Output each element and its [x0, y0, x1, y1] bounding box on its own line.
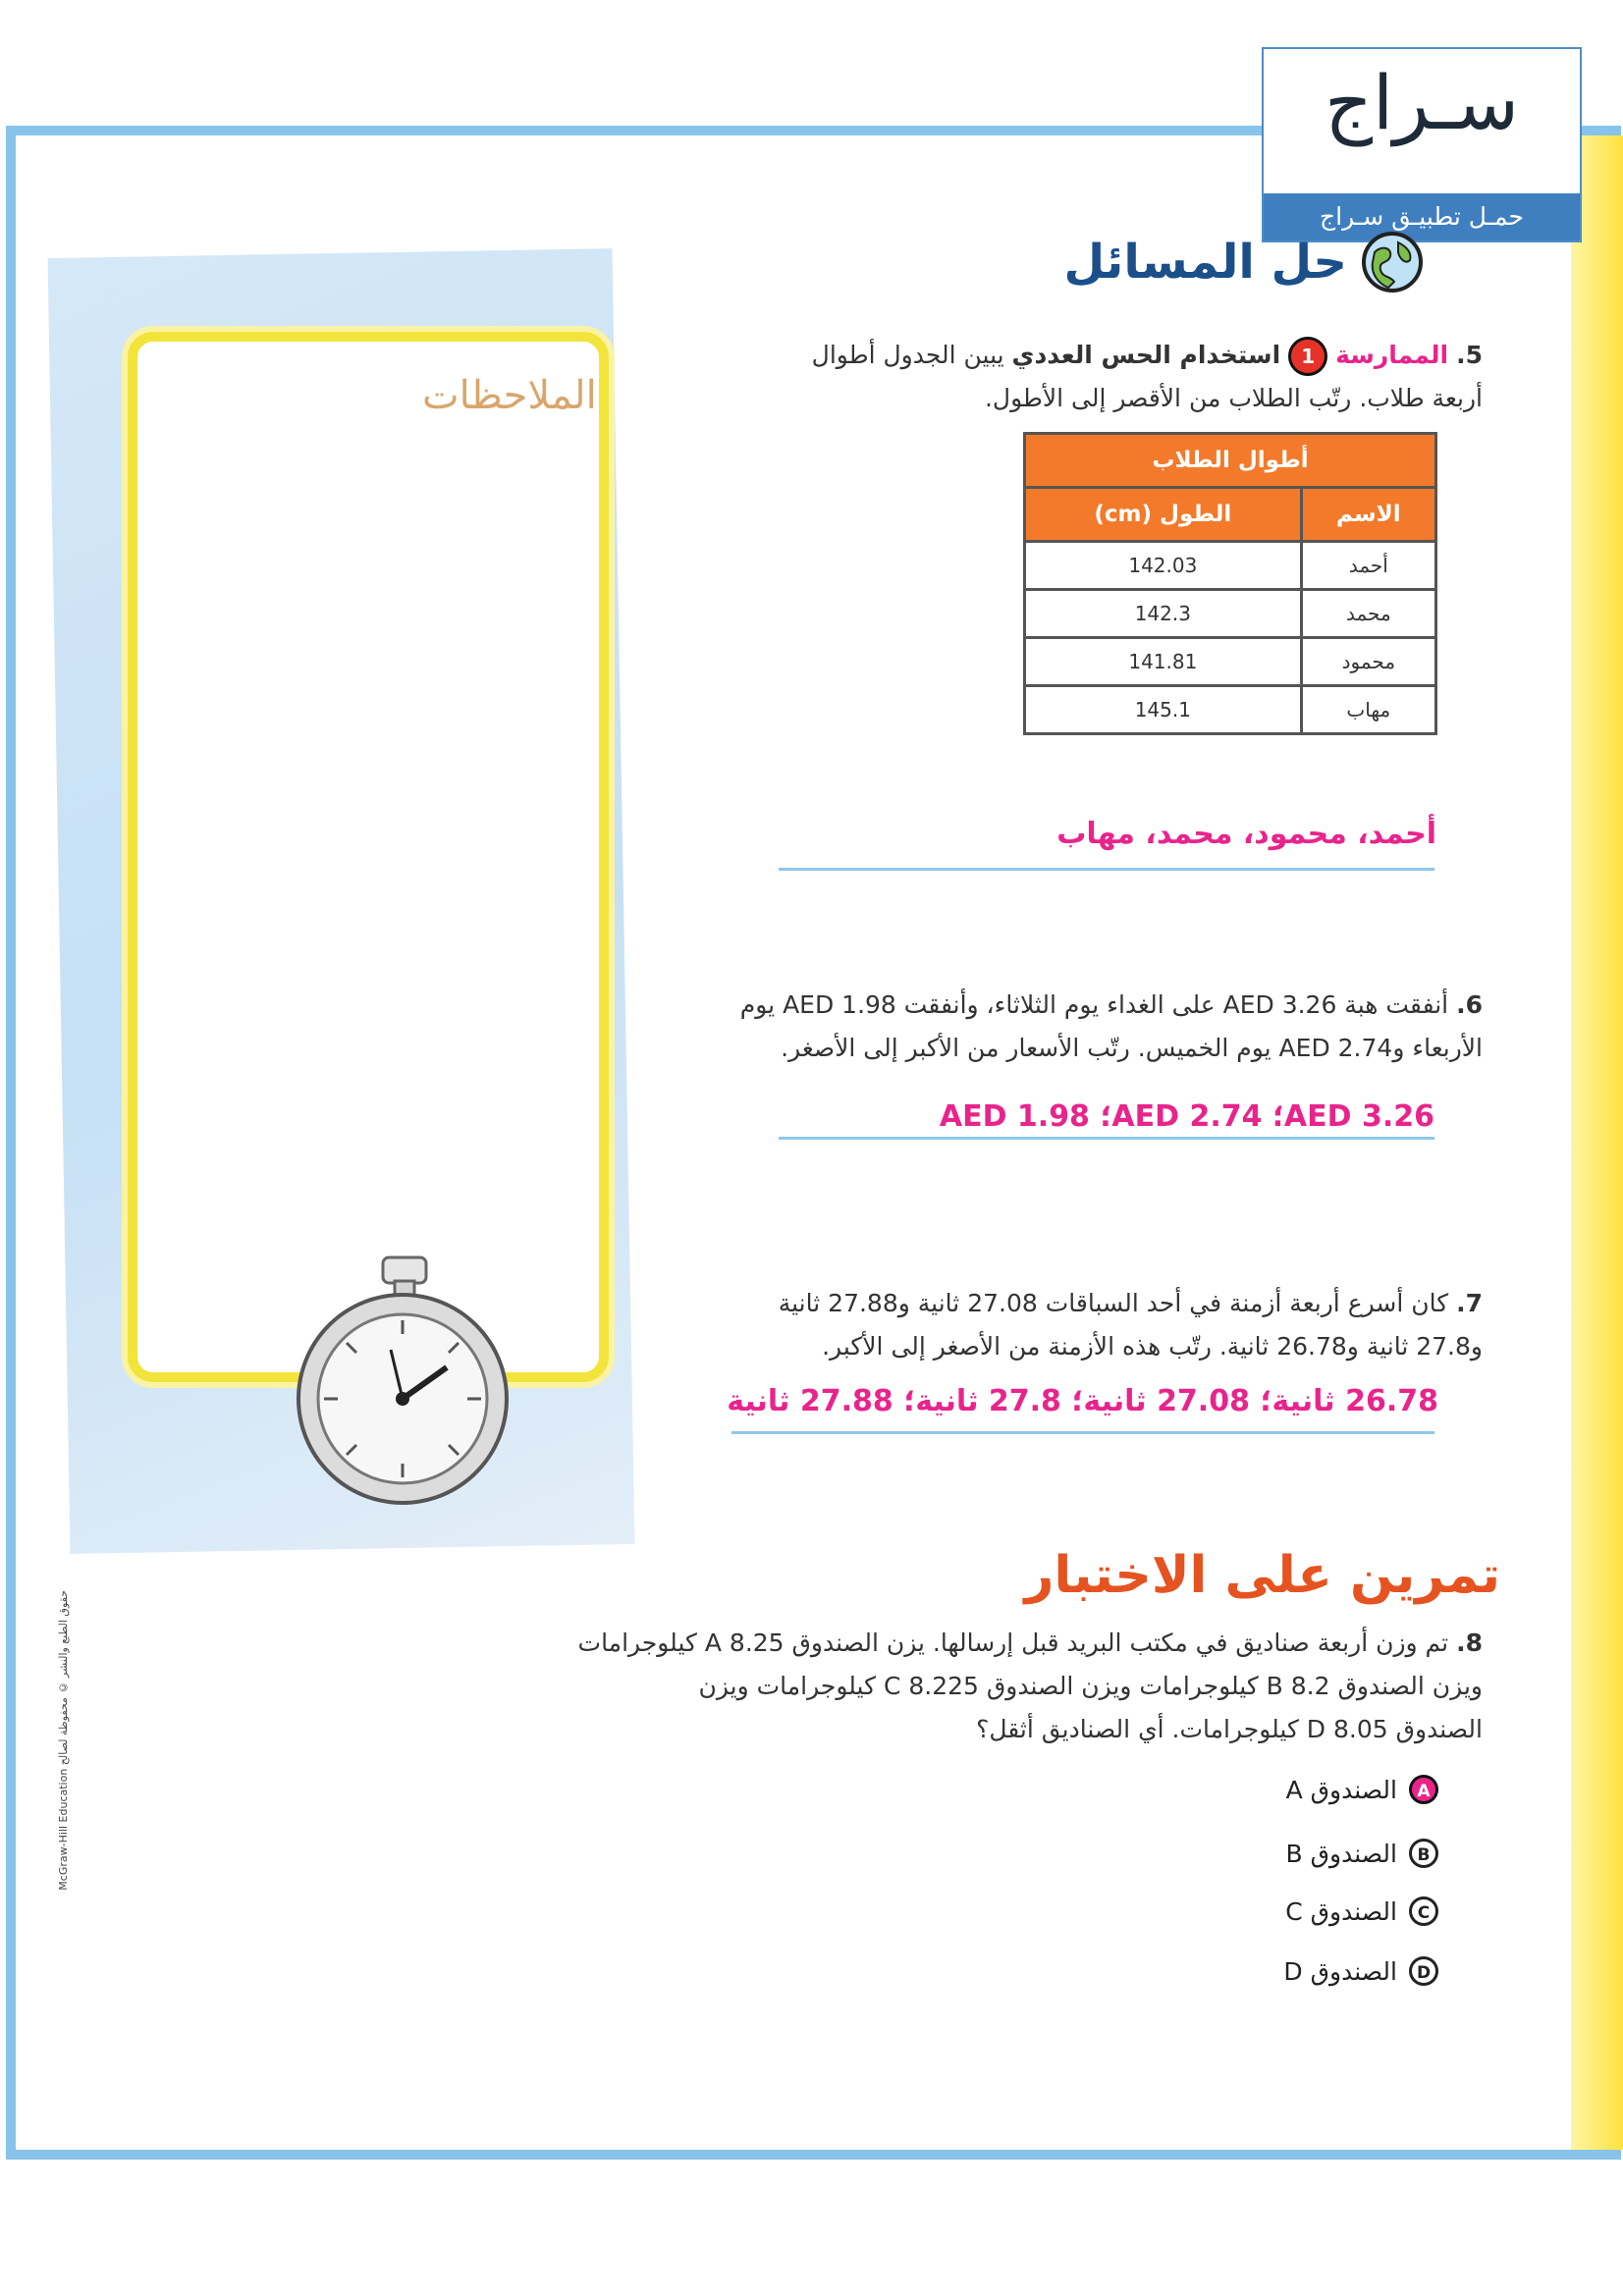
answer-6: AED 3.26؛ AED 2.74؛ AED 1.98	[939, 1099, 1434, 1134]
table-row	[1025, 590, 1436, 638]
question-number: 5.	[1456, 341, 1483, 369]
cell-height: 142.03	[1025, 542, 1302, 590]
question-number: 8.	[1456, 1629, 1483, 1657]
cell-name: أحمد	[1301, 542, 1435, 590]
logo-tagline: حمـل تطبيـق سـراج	[1264, 193, 1580, 240]
option-a[interactable]	[1286, 1775, 1438, 1804]
question-8-line-2: ويزن الصندوق B 8.2 كيلوجرامات ويزن الصندوق C 8.225 كيلوجرامات ويزن	[698, 1672, 1483, 1700]
column-header-name: الاسم	[1301, 488, 1435, 542]
cell-name: محمد	[1301, 590, 1435, 638]
table-row	[1025, 542, 1436, 590]
option-label: الصندوق D	[1283, 1956, 1397, 1986]
option-b[interactable]	[1286, 1839, 1438, 1868]
option-bubble[interactable]: D	[1409, 1956, 1438, 1986]
answer-7: 26.78 ثانية؛ 27.08 ثانية؛ 27.8 ثانية؛ 27.88 ثانية	[727, 1384, 1438, 1418]
question-8	[403, 1622, 1483, 1751]
option-c[interactable]	[1285, 1896, 1438, 1926]
table-row	[1025, 638, 1436, 686]
answer-line	[779, 1137, 1434, 1140]
globe-icon	[1361, 231, 1424, 294]
question-number: 6.	[1456, 990, 1483, 1019]
answer-5: أحمد، محمود، محمد، مهاب	[1056, 817, 1436, 851]
skill-label: استخدام الحس العددي	[1011, 341, 1281, 369]
option-label: الصندوق B	[1285, 1839, 1397, 1868]
column-header-height: الطول (cm)	[1025, 488, 1302, 542]
question-8-line-1	[403, 1622, 1483, 1665]
option-label: الصندوق A	[1285, 1775, 1397, 1804]
table-title: أطوال الطلاب	[1025, 434, 1436, 488]
page-frame-bottom	[6, 2150, 1621, 2160]
cell-name: مهاب	[1301, 686, 1435, 734]
question-number: 7.	[1456, 1289, 1483, 1317]
option-bubble[interactable]: A	[1409, 1775, 1438, 1804]
question-7	[658, 1282, 1483, 1368]
section-heading	[1063, 231, 1424, 294]
siraj-logo	[1262, 47, 1582, 242]
test-practice-title: تمرين على الاختبار	[1024, 1546, 1500, 1605]
cell-height: 142.3	[1025, 590, 1302, 638]
question-text: يبين الجدول أطوال	[811, 341, 1004, 369]
question-text: أنفقت هبة AED 3.26 على الغداء يوم الثلاثاء، وأنفقت AED 1.98 يوم	[739, 990, 1449, 1019]
notes-label: الملاحظات	[422, 373, 597, 418]
option-bubble[interactable]: C	[1409, 1896, 1438, 1926]
question-7-line-1	[658, 1282, 1483, 1325]
question-text: تم وزن أربعة صناديق في مكتب البريد قبل إرسالها. يزن الصندوق A 8.25 كيلوجرامات	[577, 1629, 1449, 1657]
heights-table	[1023, 432, 1437, 735]
logo-title: سـراج	[1324, 59, 1520, 146]
question-6-line-1	[658, 984, 1483, 1027]
answer-line	[731, 1431, 1434, 1434]
notes-pad	[128, 332, 609, 1382]
question-text: كان أسرع أربعة أزمنة في أحد السباقات 27.08 ثانية و27.88 ثانية	[778, 1289, 1449, 1317]
page-frame-left	[6, 126, 16, 2160]
question-5-line-1	[776, 334, 1483, 377]
stopwatch-icon	[285, 1252, 520, 1517]
cell-height: 141.81	[1025, 638, 1302, 686]
question-6	[658, 984, 1483, 1070]
cell-height: 145.1	[1025, 686, 1302, 734]
question-5-line-2: أربعة طلاب. رتّب الطلاب من الأقصر إلى الأطول.	[984, 384, 1483, 412]
option-label: الصندوق C	[1285, 1896, 1397, 1926]
practice-label: الممارسة	[1335, 341, 1449, 369]
cell-name: محمود	[1301, 638, 1435, 686]
question-6-line-2: الأربعاء وAED 2.74 يوم الخميس. رتّب الأسعار من الأكبر إلى الأصغر.	[781, 1034, 1483, 1062]
section-title: حل المسائل	[1063, 235, 1347, 290]
option-d[interactable]	[1283, 1956, 1438, 1986]
table-row	[1025, 686, 1436, 734]
copyright-notice: McGraw-Hill Education حقوق الطبع والنشر © محفوظة لصالح	[57, 1590, 70, 1891]
option-bubble[interactable]: B	[1409, 1839, 1438, 1868]
margin-strip	[1571, 135, 1623, 2150]
answer-line	[779, 868, 1434, 871]
question-5	[776, 334, 1483, 420]
question-8-line-3: الصندوق D 8.05 كيلوجرامات. أي الصناديق أثقل؟	[976, 1715, 1483, 1743]
question-7-line-2: و27.8 ثانية و26.78 ثانية. رتّب هذه الأزمنة من الأصغر إلى الأكبر.	[822, 1332, 1483, 1361]
practice-badge-icon: 1	[1288, 337, 1327, 376]
